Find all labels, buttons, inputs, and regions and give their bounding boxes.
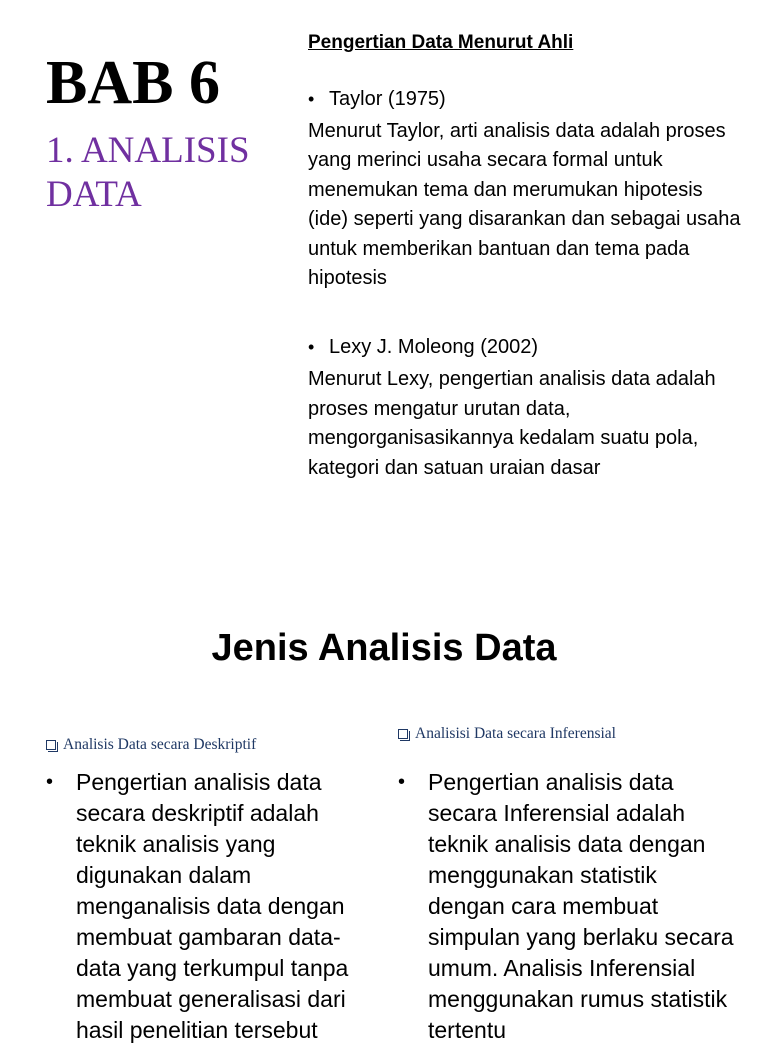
type-description-text: Pengertian analisis data secara Inferensial adalah teknik analisis data dengan menggunakan statistik dengan cara membuat simpulan yang berlaku secara umum. Analisis Inferensial menggunakan rumus statistik tertentu (428, 769, 734, 1043)
chapter-subtitle: 1. ANALISIS DATA (46, 130, 250, 215)
type-heading-label: Analisisi Data secara Inferensial (415, 725, 616, 742)
expert-definition-text: Menurut Taylor, arti analisis data adalah proses yang merinci usaha secara formal untuk menemukan tema dan merumukan hipotesis (ide) seperti yang disarankan dan sebagai usaha untuk memberikan bantuan dan tema pada hipotesis (308, 120, 741, 290)
expert-definition-text: Menurut Lexy, pengertian analisis data adalah proses mengatur urutan data, mengorganisasikannya kedalam suatu pola, kategori dan satuan uraian dasar (308, 368, 716, 479)
type-column-deskriptif (46, 735, 366, 1046)
bullet-icon: • (46, 771, 54, 793)
expert-name (308, 85, 748, 113)
expert-name (308, 333, 748, 361)
expert-definition-taylor (308, 85, 748, 293)
definitions-heading: Pengertian Data Menurut Ahli (308, 32, 574, 53)
chapter-title: BAB 6 (46, 49, 220, 117)
expert-name-label: Lexy J. Moleong (2002) (329, 336, 539, 359)
type-description (46, 767, 366, 1046)
bullet-icon: • (398, 771, 406, 793)
type-column-inferensial (398, 724, 738, 1046)
checkbox-bullet-icon (46, 740, 56, 750)
bullet-icon: • (308, 337, 315, 358)
type-description (398, 767, 738, 1046)
checkbox-bullet-icon (398, 729, 408, 739)
type-heading-label: Analisis Data secara Deskriptif (63, 736, 257, 753)
slide-title: Jenis Analisis Data (211, 627, 557, 669)
type-description-text: Pengertian analisis data secara deskriptif adalah teknik analisis yang digunakan dalam menganalisis data dengan membuat gambaran data-data yang terkumpul tanpa membuat generalisasi dari hasil penelitian tersebut (76, 769, 349, 1043)
type-heading (46, 735, 366, 755)
slide-jenis-analisis (0, 560, 768, 1043)
definitions-column (308, 30, 748, 483)
bullet-icon: • (308, 89, 315, 109)
expert-definition-moleong (308, 333, 748, 483)
expert-name-label: Taylor (1975) (329, 88, 446, 110)
type-heading (398, 724, 738, 744)
